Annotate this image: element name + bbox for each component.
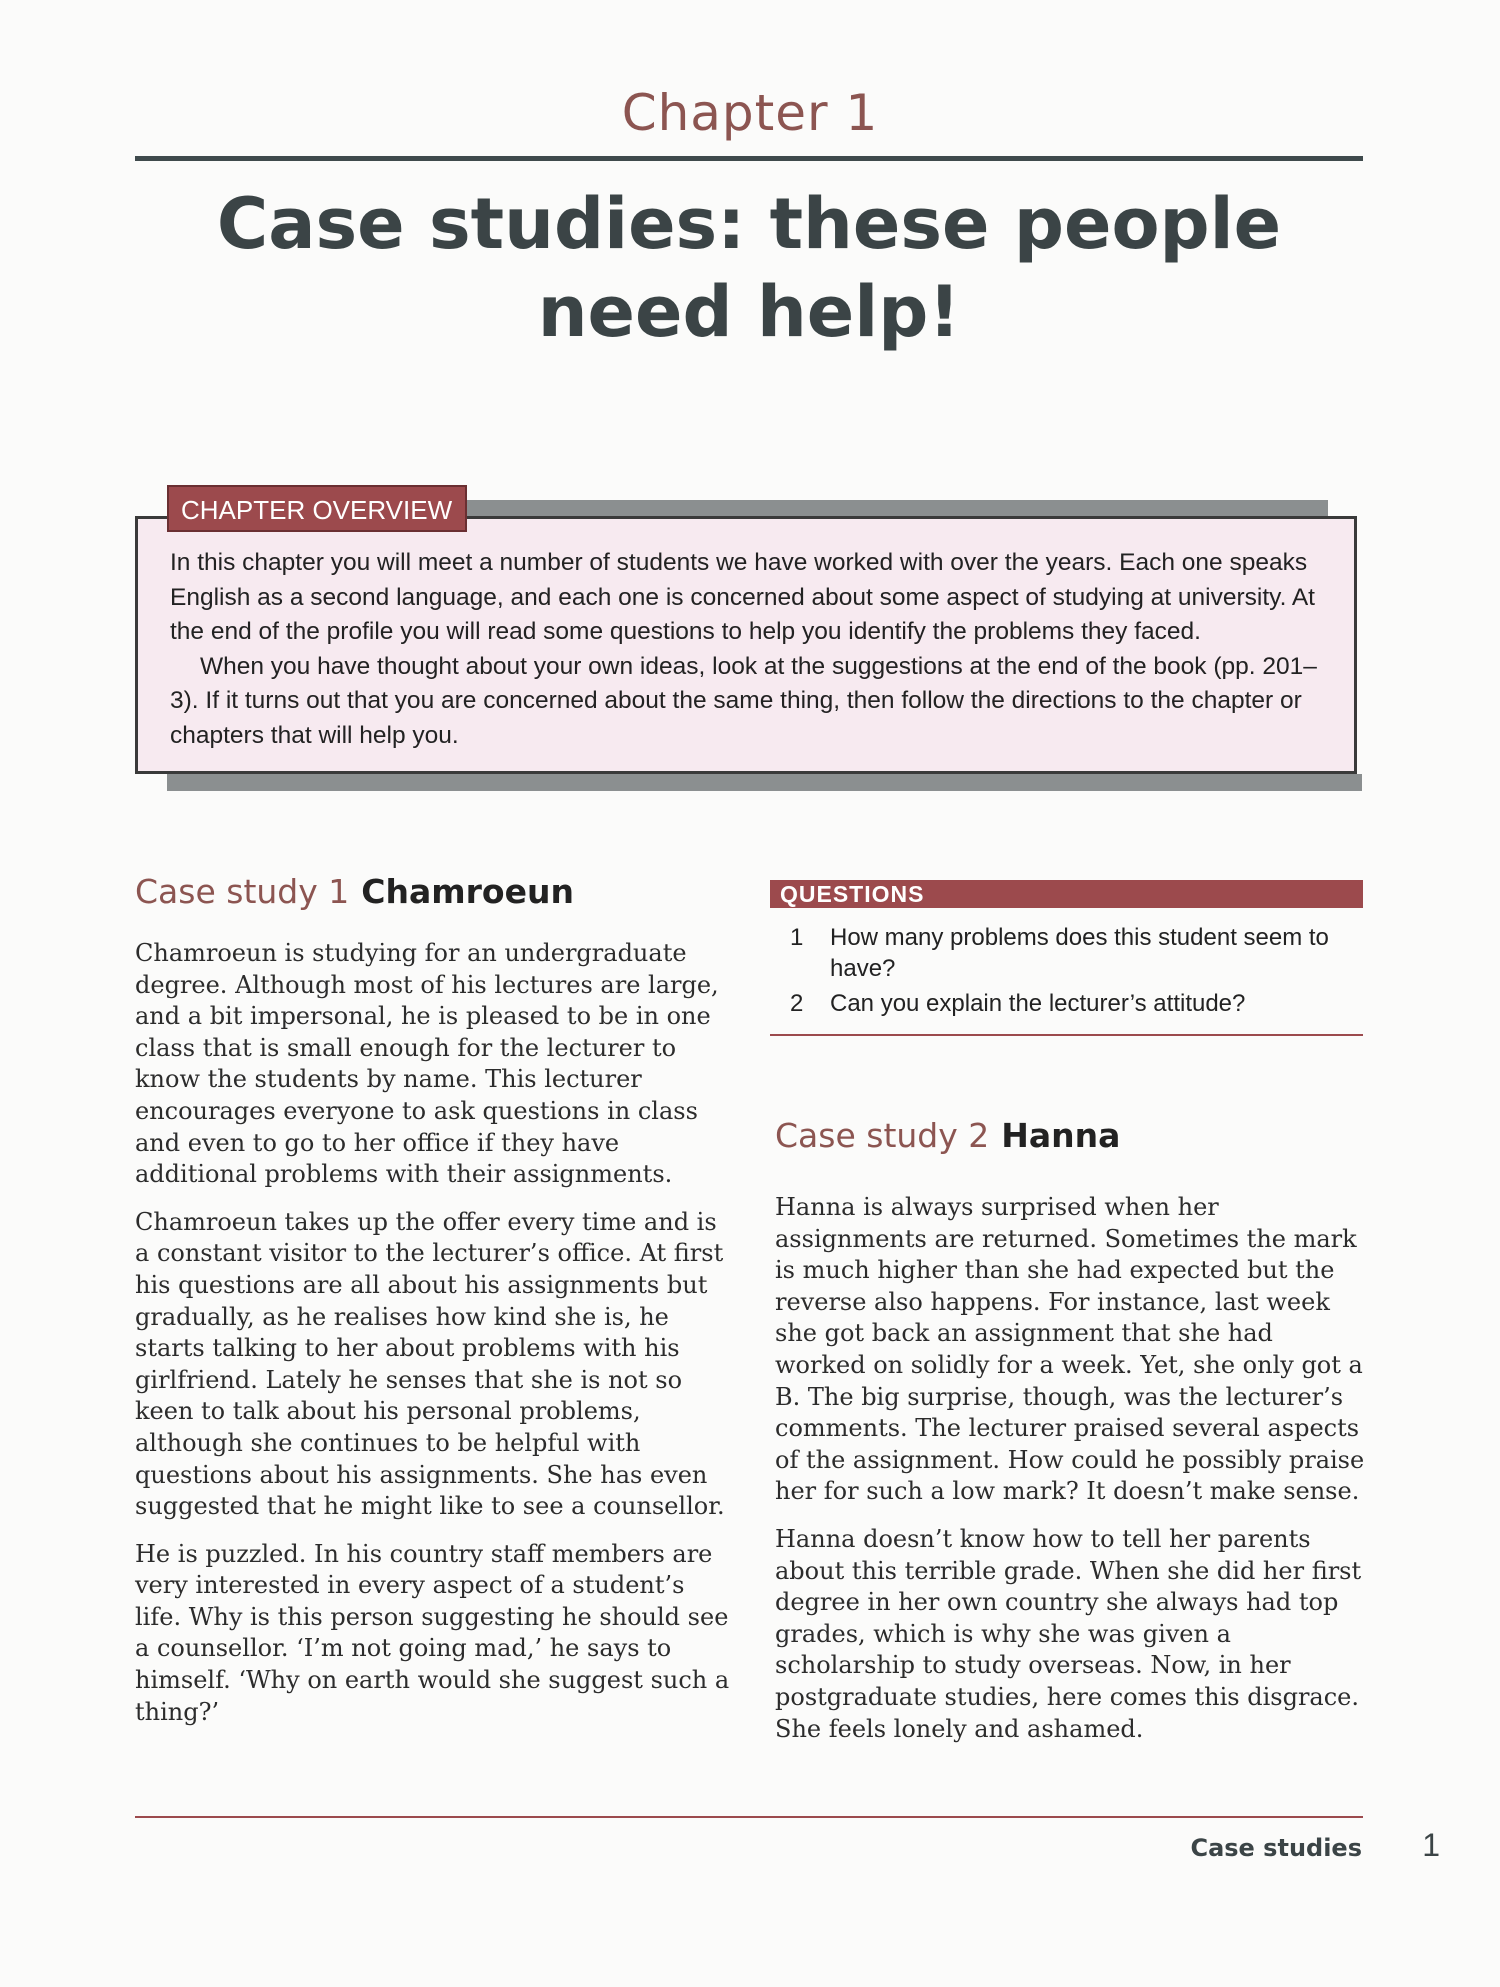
title-rule: [135, 156, 1363, 161]
body-paragraph: He is puzzled. In his country staff members are very interested in every aspect of a student’s life. Why is this person suggesting he should see a counsellor. ‘I’m not going mad,’ he says to himself. ‘Why on earth would she suggest such a thing?’: [135, 1539, 730, 1726]
chapter-overview-tab: CHAPTER OVERVIEW: [167, 485, 467, 532]
page-number: 1: [1422, 1827, 1440, 1863]
case-study-2-body: [775, 1192, 1365, 1761]
overview-shadow-top: [462, 500, 1328, 517]
case-study-name: Hanna: [1001, 1116, 1121, 1155]
case-study-1-body: [135, 938, 735, 1744]
question-text: Can you explain the lecturer’s attitude?: [830, 990, 1246, 1017]
overview-paragraph: When you have thought about your own ideas, look at the suggestions at the end of the book (pp. 201–3). If it turns out that you are concerned about the same thing, then follow the directions to the chapter or chapters that will help you.: [170, 652, 1317, 749]
case-study-2-heading: [775, 1116, 1120, 1155]
case-study-number: Case study 2: [775, 1116, 990, 1155]
body-paragraph: Chamroeun is studying for an undergraduate degree. Although most of his lectures are large, and a bit impersonal, he is pleased to be in one class that is small enough for the lecturer to know the students by name. This lecturer encourages everyone to ask questions in class and even to go to her office if they have additional problems with their assignments.: [135, 939, 719, 1189]
overview-shadow-bottom: [167, 774, 1362, 791]
question-item: [790, 988, 1350, 1019]
question-number: 2: [790, 990, 804, 1017]
footer-rule: [135, 1816, 1363, 1818]
questions-list: [790, 922, 1350, 1023]
page-title: Case studies: these people need help!: [216, 183, 1282, 353]
case-study-name: Chamroeun: [361, 872, 574, 911]
footer-section-label: Case studies: [1190, 1834, 1362, 1862]
body-paragraph: Hanna is always surprised when her assignments are returned. Sometimes the mark is much higher than she had expected but the reverse also happens. For instance, last week she got back an assignment that she had worked on solidly for a week. Yet, she only got a B. The big surprise, though, was the lecturer’s comments. The lecturer praised several aspects of the assignment. How could he possibly praise her for such a low mark? It doesn’t make sense.: [775, 1193, 1365, 1506]
question-item: [790, 922, 1350, 984]
case-study-1-heading: [135, 872, 574, 911]
body-paragraph: Hanna doesn’t know how to tell her parents about this terrible grade. When she did her first degree in her own country she always had top grades, which is why she was given a scholarship to study overseas. Now, in her postgraduate studies, here comes this disgrace. She feels lonely and ashamed.: [775, 1524, 1362, 1743]
overview-paragraph: In this chapter you will meet a number of students we have worked with over the years. Each one speaks English as a second language, and each one is concerned about some aspect of studying at university. At the end of the profile you will read some questions to help you identify the problems they faced.: [170, 549, 1315, 645]
question-number: 1: [790, 924, 804, 951]
question-text: How many problems does this student seem to have?: [830, 924, 1329, 982]
questions-rule: [770, 1034, 1363, 1036]
case-study-number: Case study 1: [135, 872, 350, 911]
questions-header: QUESTIONS: [770, 880, 1363, 908]
chapter-overview-text: [170, 546, 1335, 753]
body-paragraph: Chamroeun takes up the offer every time and is a constant visitor to the lecturer’s office. At first his questions are all about his assignments but gradually, as he realises how kind she is, he starts talking to her about problems with his girlfriend. Lately he senses that she is not so keen to talk about his personal problems, although she continues to be helpful with questions about his assignments. She has even suggested that he might like to see a counsellor.: [135, 1207, 725, 1521]
chapter-label: Chapter 1: [621, 84, 879, 142]
